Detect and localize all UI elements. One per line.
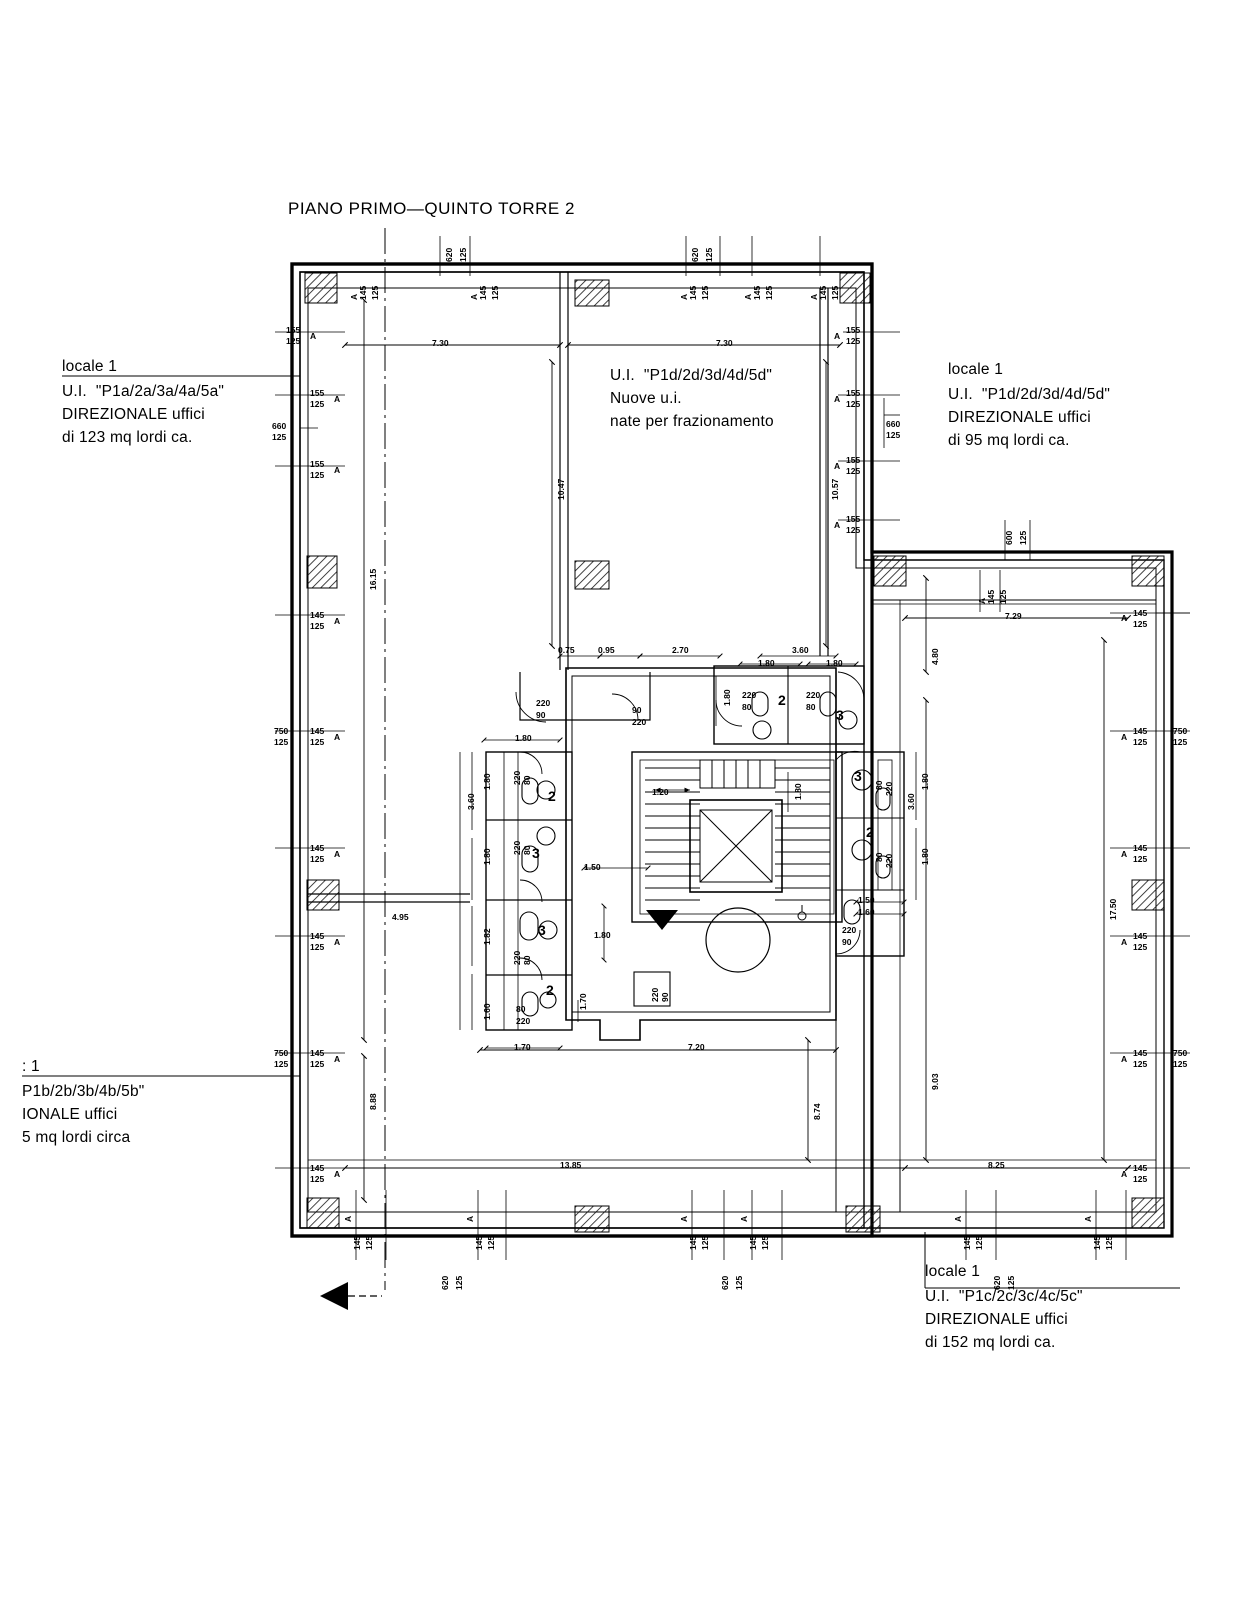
drawing-title: PIANO PRIMO—QUINTO TORRE 2 [288, 199, 575, 218]
floor-plan-sheet: PIANO PRIMO—QUINTO TORRE 2 locale 1 U.I. "P1a/2a/3a/4a/5a" DIREZIONALE uffici di 123 mq lordi ca. U.I. "P1d/2d/3d/4d/5d" Nuove u.i. nate per frazionamento locale 1 U.I. "P1d/2d/3d/4d/5d" DIREZIONALE uffici di 95 mq lordi ca. : 1 P1b/2b/3b/4b/5b" IONALE uffici 5 mq lordi circa locale 1 U.I. "P1c/2c/3c/4c/5c" DIREZIONALE uffici di 152 mq lordi ca. 620 125 620 125 145 125 A 145 125 A 145 125 A 145 125 A 145 125 A 155 125 A 155 125 A 660 125 155 125 A 145 125 A 750 125 145 125 A 145 125 A 145 125 A 750 125 145 125 A 145 125 A 155 125 A 155 125 A 660 125 155 125 A 155 125 A 600 125 145 125 A 145 125 A 145 125 A 750 125 145 125 A 145 125 A 145 125 A 750 125 145 125 A 145 125 A 145 125 A 145 125 A 145 125 A 145 125 A 145 125 A 620 125 620 125 620 125 7.30 7.30 7.29 13.85 8.25 7.20 16.15 10.47 10.57 17.50 8.88 9.03 4.80 8.74 0.75 0.95 2.70 3.60 1.80 1.80 1.80 1.80 1.80 3.60 1.80 1.82 1.60 1.50 1.80 1.70 1.70 1.20 1.80 1.80 3.60 1.80 1.50 1.60 4.95 220 90 220 90 90 220 220 80 220 80 220 80 220 80 220 80 80 220 80 220 80 220 220 90 2 3 2 3 3 2 3 2 [0, 0, 1242, 1610]
